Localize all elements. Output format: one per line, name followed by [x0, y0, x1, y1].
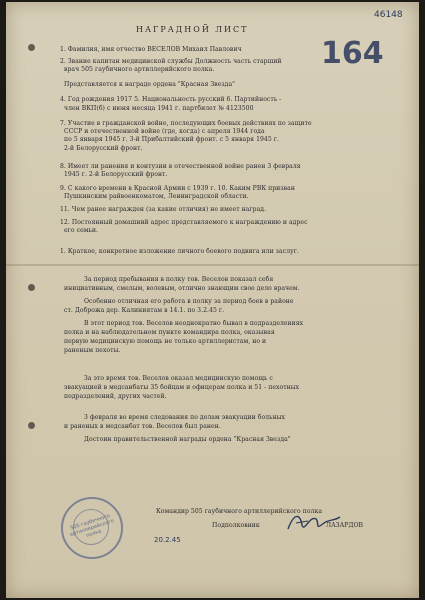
narrative-line: инициативным, смелым, волевым, отлично знающим свое дело врачем.	[64, 285, 300, 292]
narrative-line: раненым пехоты.	[64, 347, 121, 354]
award-document-page	[6, 2, 419, 598]
signature-surname: ЛАЗАРДОВ	[326, 522, 364, 529]
narrative-line: ст. Доброжа дер. Калиниятам в 14.1. по 3.2.45 г.	[64, 307, 225, 314]
signature-commander-line: Командир 505 гаубичного артиллерийского полка	[156, 508, 323, 515]
narrative-heading: 1. Краткое, конкретное изложение личного боевого подвига или заслуг.	[60, 248, 299, 255]
field-draft-office: Пушкинским райвоенкоматом, Ленинградской области.	[64, 193, 249, 200]
narrative-line: Особенно отличная его работа в полку за период боев в районе	[84, 298, 294, 305]
archive-number: 46148	[374, 10, 403, 20]
signature-date: 20.2.45	[154, 536, 181, 544]
field-army-since: 9. С какого времени в Красной Армии с 1939 г. 10. Каким РВК призван	[60, 185, 295, 192]
stamp-text: 505 гаубичного артиллерийского полка	[69, 513, 115, 539]
field-service-4: 2-й Белорусский фронт.	[64, 145, 143, 152]
narrative-conclusion: Достоин правительственной награды ордена "Красная Звезда"	[84, 436, 291, 443]
narrative-line: В этот период тов. Веселов неоднократно бывал в подразделениях	[84, 320, 304, 327]
field-name: 1. Фамилия, имя отчество ВЕСЕЛОВ Михаил Павлович	[60, 46, 242, 53]
punch-hole-top	[28, 44, 35, 51]
field-wounds-2: 1945 г. 2-й Белорусский фронт.	[64, 171, 168, 178]
unit-stamp	[61, 497, 123, 559]
field-birth: 4. Год рождения 1917 5. Национальность русский 6. Партийность -	[60, 96, 282, 103]
field-previous-awards: 11. Чем ранее награжден (за какие отличия) не имеет наград.	[60, 206, 267, 213]
field-address-2: его семьи.	[64, 227, 98, 234]
narrative-line: эвакуацией в медсанбаты 35 бойцам и офицерам полка и 51 - пехотных	[64, 384, 300, 391]
field-rank: 2. Звание капитан медицинской службы Должность часть старший	[60, 58, 282, 65]
field-address-1: 12. Постоянный домашний адрес представляемого к награждению и адрес	[60, 219, 308, 226]
field-award: Представляется к награде ордена "Красная Звезда"	[64, 81, 236, 88]
narrative-line: За это время тов. Веселов оказал медицинскую помощь с	[84, 375, 273, 382]
narrative-line: первую медицинскую помощь не только артиллеристам, но и	[64, 338, 267, 345]
handwritten-signature	[284, 509, 344, 535]
narrative-line: и раненых в медсанбат тов. Веселов был ранен.	[64, 423, 221, 430]
field-service-3: по 5 января 1945 г. 3-й Прибалтийский фронт. с 5 января 1945 г.	[64, 136, 279, 143]
field-service-2: СССР и отечественной войне (где, когда) с апреля 1944 года	[64, 128, 265, 135]
punch-hole-bottom	[28, 422, 35, 429]
narrative-line: За период пребывания в полку тов. Веселов показал себя	[84, 276, 274, 283]
punch-hole-middle	[28, 284, 35, 291]
field-wounds-1: 8. Имеет ли ранения и контузии в отечественной войне ранен 3 февраля	[60, 163, 301, 170]
signature-rank: Подполковник	[212, 522, 260, 529]
paper-fold	[6, 264, 419, 266]
narrative-line: подразделений, других частей.	[64, 393, 167, 400]
field-party: член ВКП(б) с июня месяца 1941 г. партбилет № 4123500	[64, 105, 254, 112]
field-unit: врач 505 гаубичного артиллерийского полка.	[64, 66, 215, 73]
document-title: НАГРАДНОЙ ЛИСТ	[136, 25, 249, 34]
handwritten-number: 164	[321, 36, 384, 71]
narrative-line: 3 февраля во время следования по делам эвакуации больных	[84, 414, 285, 421]
field-service-1: 7. Участие в гражданской войне, последующих боевых действиях по защите	[60, 120, 312, 127]
narrative-line: полка и на наблюдательном пункте командира полка, оказывая	[64, 329, 275, 336]
